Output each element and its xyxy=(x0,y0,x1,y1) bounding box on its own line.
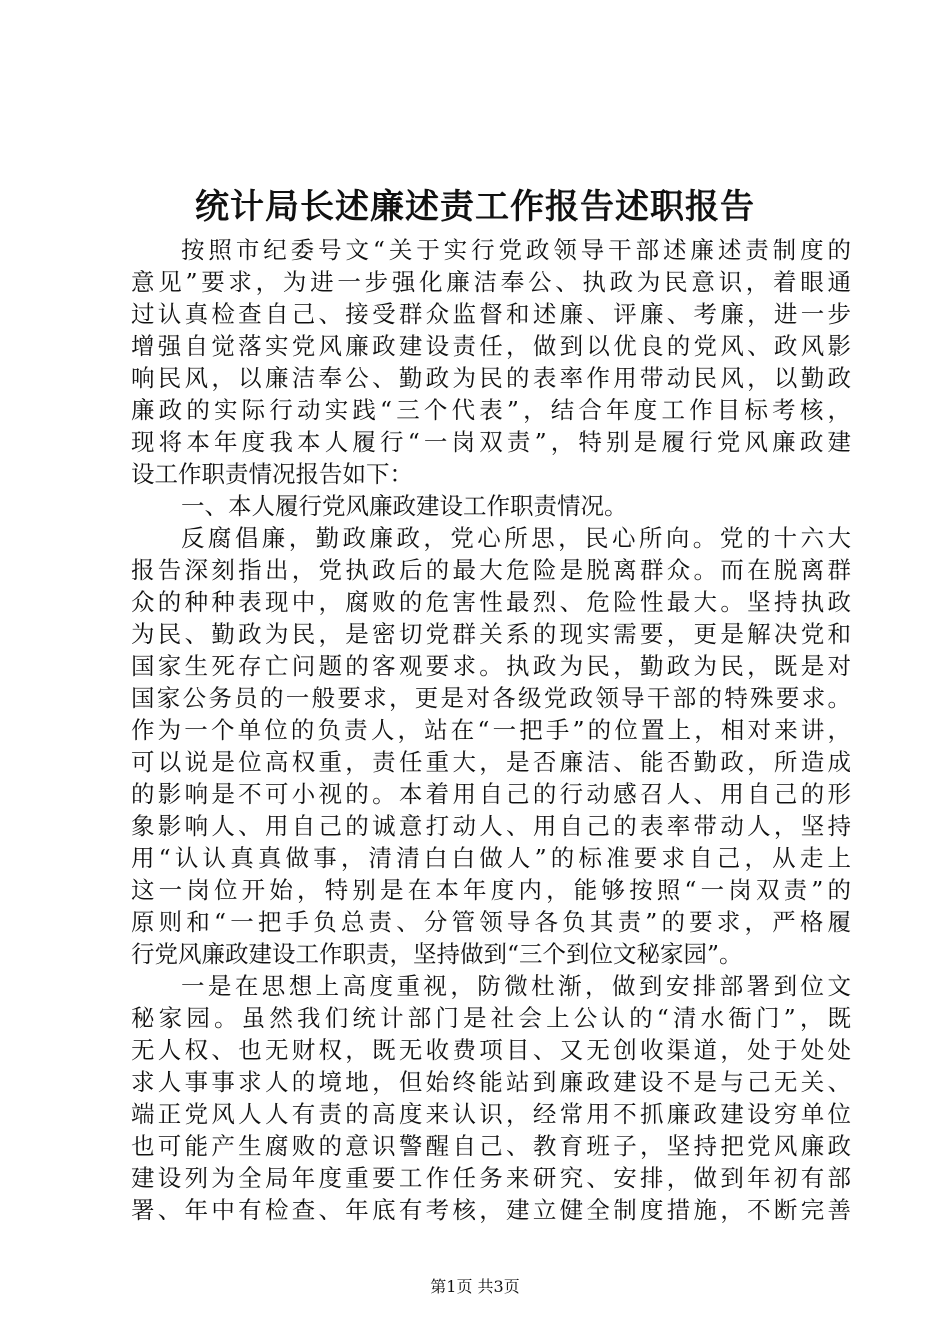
text-line: 众的种种表现中，腐败的危害性最烈、危险性最大。坚持执政 xyxy=(131,588,851,616)
page-number: 第1页 共3页 xyxy=(430,1277,520,1296)
text-line: 一是在思想上高度重视，防微杜渐，做到安排部署到位文 xyxy=(181,972,851,1000)
text-line: 端正党风人人有责的高度来认识，经常用不抓廉政建设穷单位 xyxy=(131,1100,851,1128)
text-line: 为民、勤政为民，是密切党群关系的现实需要，更是解决党和 xyxy=(131,620,851,648)
text-line: 行党风廉政建设工作职责，坚持做到“三个到位文秘家园”。 xyxy=(131,940,743,968)
document-body xyxy=(131,234,851,1226)
text-line: 报告深刻指出，党执政后的最大危险是脱离群众。而在脱离群 xyxy=(131,556,851,584)
text-line: 现将本年度我本人履行“一岗双责”，特别是履行党风廉政建 xyxy=(131,428,851,456)
text-line: 廉政的实际行动实践“三个代表”，结合年度工作目标考核， xyxy=(131,396,851,424)
text-line: 设工作职责情况报告如下： xyxy=(131,460,413,488)
text-line: 原则和“一把手负总责、分管领导各负其责”的要求，严格履 xyxy=(131,908,851,936)
text-line: 这一岗位开始，特别是在本年度内，能够按照“一岗双责”的 xyxy=(131,876,851,904)
text-line: 求人事事求人的境地，但始终能站到廉政建设不是与己无关、 xyxy=(131,1068,851,1096)
text-line: 用“认认真真做事，清清白白做人”的标准要求自己，从走上 xyxy=(131,844,851,872)
section-heading: 一、本人履行党风廉政建设工作职责情况。 xyxy=(181,492,628,520)
text-line: 意见”要求，为进一步强化廉洁奉公、执政为民意识，着眼通 xyxy=(131,268,851,296)
text-line: 作为一个单位的负责人，站在“一把手”的位置上，相对来讲， xyxy=(131,716,851,744)
text-line: 国家公务员的一般要求，更是对各级党政领导干部的特殊要求。 xyxy=(131,684,851,712)
text-line: 署、年中有检查、年底有考核，建立健全制度措施，不断完善 xyxy=(131,1196,851,1224)
text-line: 无人权、也无财权，既无收费项目、又无创收渠道，处于处处 xyxy=(131,1036,851,1064)
text-line: 增强自觉落实党风廉政建设责任，做到以优良的党风、政风影 xyxy=(131,332,851,360)
text-line: 响民风，以廉洁奉公、勤政为民的表率作用带动民风，以勤政 xyxy=(131,364,851,392)
text-line: 按照市纪委号文“关于实行党政领导干部述廉述责制度的 xyxy=(181,236,851,264)
text-line: 建设列为全局年度重要工作任务来研究、安排，做到年初有部 xyxy=(131,1164,851,1192)
text-line: 秘家园。虽然我们统计部门是社会上公认的“清水衙门”，既 xyxy=(131,1004,851,1032)
text-line: 也可能产生腐败的意识警醒自己、教育班子，坚持把党风廉政 xyxy=(131,1132,851,1160)
text-line: 过认真检查自己、接受群众监督和述廉、评廉、考廉，进一步 xyxy=(131,300,851,328)
text-line: 可以说是位高权重，责任重大，是否廉洁、能否勤政，所造成 xyxy=(131,748,851,776)
text-line: 象影响人、用自己的诚意打动人、用自己的表率带动人，坚持 xyxy=(131,812,851,840)
document-title: 统计局长述廉述责工作报告述职报告 xyxy=(195,187,755,227)
text-line: 的影响是不可小视的。本着用自己的行动感召人、用自己的形 xyxy=(131,780,851,808)
text-line: 反腐倡廉，勤政廉政，党心所思，民心所向。党的十六大 xyxy=(181,524,851,552)
text-line: 国家生死存亡问题的客观要求。执政为民，勤政为民，既是对 xyxy=(131,652,851,680)
